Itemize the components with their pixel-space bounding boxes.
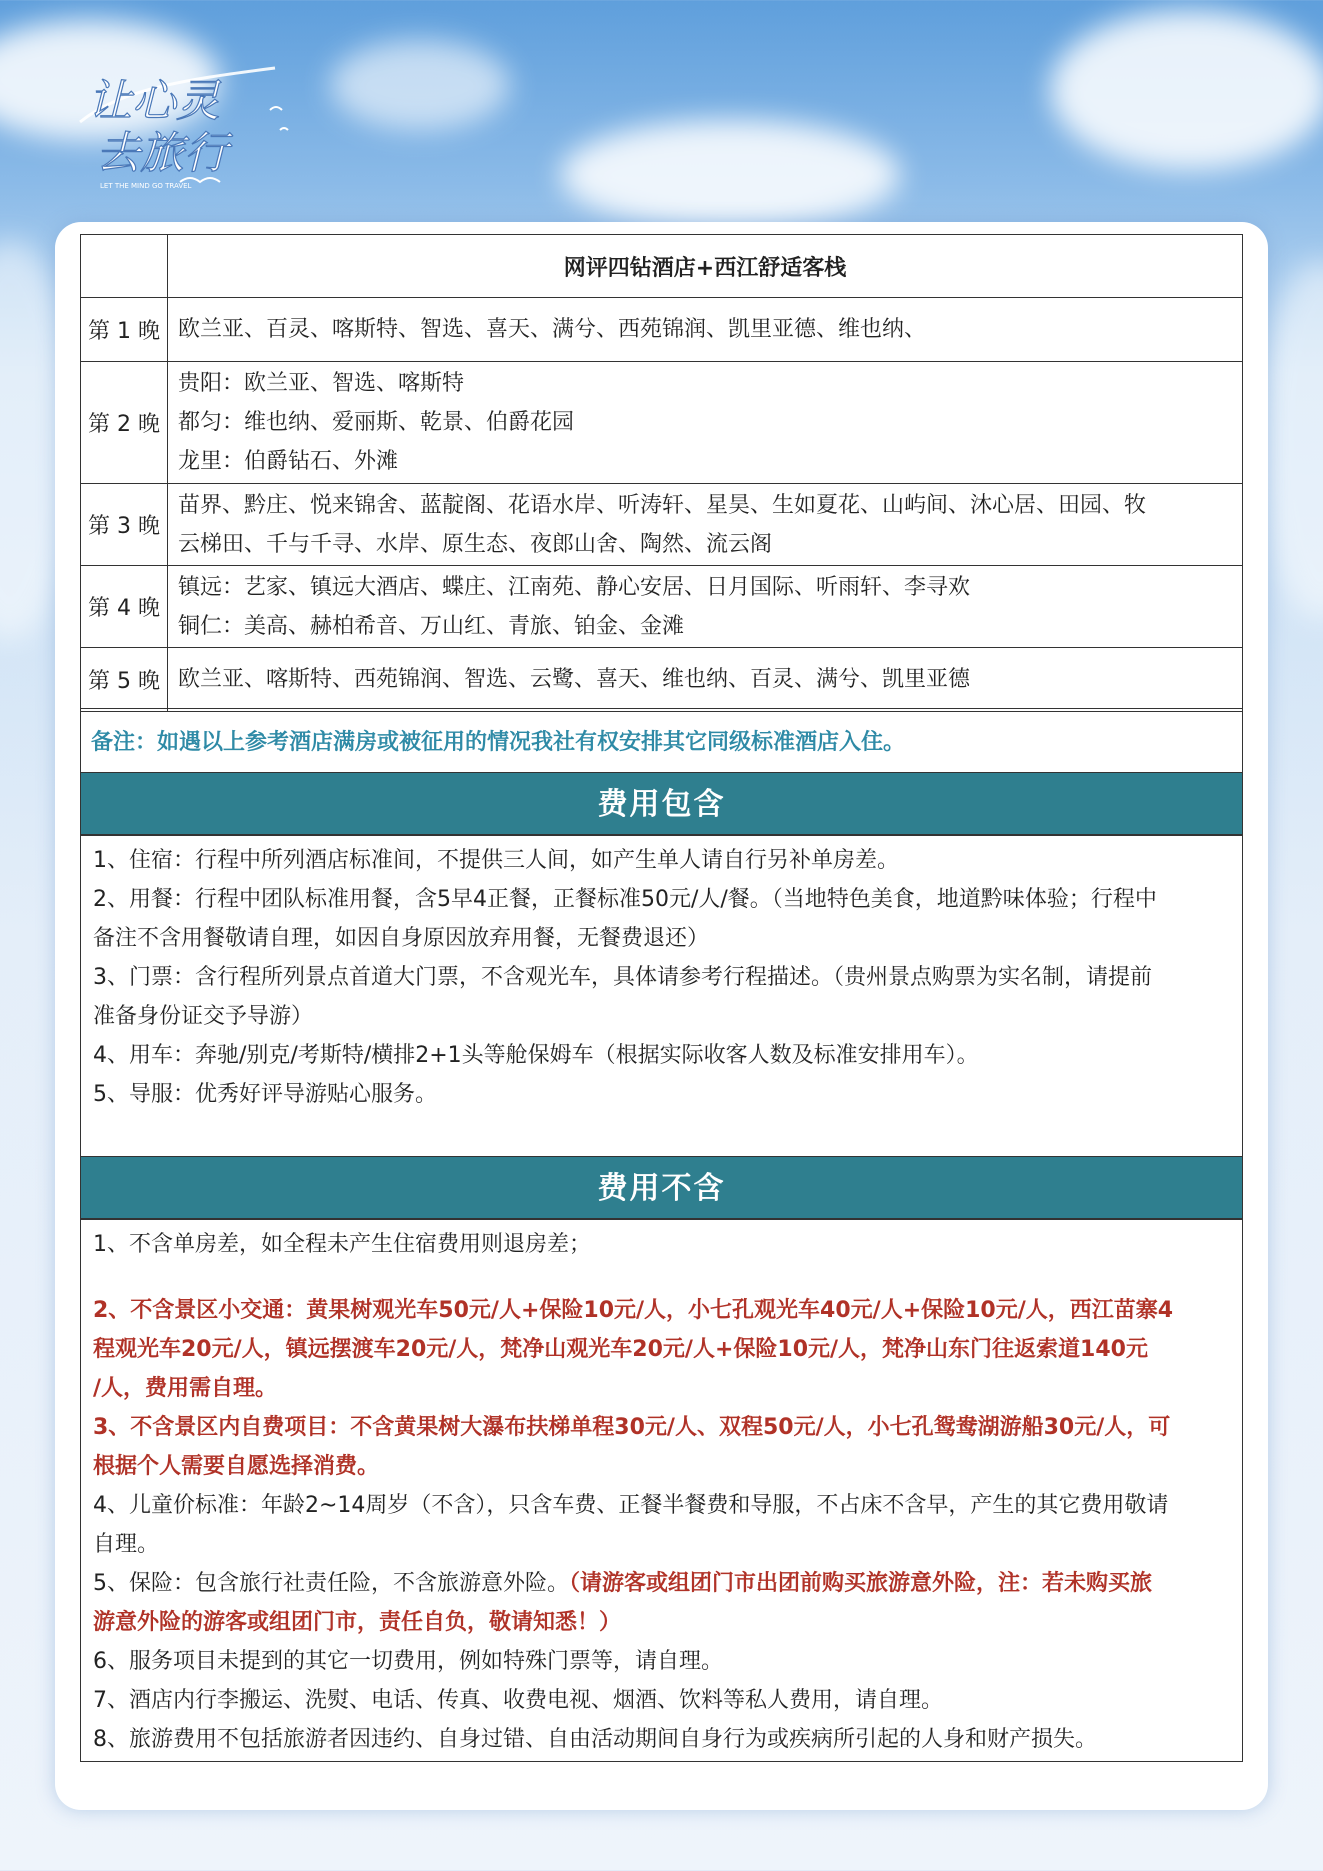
hotel-table: [80, 234, 1243, 712]
list-item: 2、不含景区小交通：黄果树观光车50元/人+保险10元/人，小七孔观光车40元/人+保险10元/人，西江苗寨4: [93, 1298, 1174, 1323]
hotel-list: [168, 298, 1243, 362]
excluded-list: [80, 1218, 1243, 1762]
list-item: 8、旅游费用不包括旅游者因违约、自身过错、自由活动期间自身行为或疾病所引起的人身和财产损失。: [93, 1727, 1098, 1752]
insurance-warning: （请游客或组团门市出团前购买旅游意外险，注：若未购买旅: [569, 1571, 1153, 1596]
hotel-line: 欧兰亚、喀斯特、西苑锦润、智选、云鹭、喜天、维也纳、百灵、满兮、凯里亚德: [178, 667, 971, 692]
cloud: [560, 120, 900, 230]
insurance-warning: 游意外险的游客或组团门市，责任自负，敬请知悉！）: [93, 1610, 622, 1635]
hotel-list: [168, 566, 1243, 648]
hotel-line: 镇远：艺家、镇远大酒店、蝶庄、江南苑、静心安居、日月国际、听雨轩、李寻欢: [178, 574, 971, 600]
list-item: 4、儿童价标准：年龄2~14周岁（不含），只含车费、正餐半餐费和导服，不占床不含早，产生的其它费用敬请: [93, 1493, 1169, 1518]
hotel-note: 备注：如遇以上参考酒店满房或被征用的情况我社有权安排其它同级标准酒店入住。: [80, 708, 1243, 774]
list-item: 4、用车：奔驰/别克/考斯特/横排2+1头等舱保姆车（根据实际收客人数及标准安排用车）。: [93, 1043, 979, 1068]
list-item: 备注不含用餐敬请自理，如因自身原因放弃用餐，无餐费退还）: [93, 926, 710, 951]
cloud: [1050, 10, 1323, 170]
list-item: [93, 1564, 1232, 1603]
night-label: 第 2 晚: [81, 362, 168, 484]
logo-subtitle: LET THE MIND GO TRAVEL: [100, 182, 192, 190]
list-item: 程观光车20元/人，镇远摆渡车20元/人，梵净山观光车20元/人+保险10元/人，梵净山东门往返索道140元: [93, 1337, 1148, 1362]
excluded-heading: 费用不含: [80, 1156, 1243, 1220]
list-item: 5、导服：优秀好评导游贴心服务。: [93, 1082, 437, 1107]
list-item: /人，费用需自理。: [93, 1376, 278, 1401]
table-header: 网评四钻酒店+西江舒适客栈: [168, 235, 1243, 298]
list-item: 根据个人需要自愿选择消费。: [93, 1454, 380, 1479]
night-label: 第 5 晚: [81, 648, 168, 712]
table-row: [81, 362, 1243, 484]
list-item: 2、用餐：行程中团队标准用餐，含5早4正餐，正餐标准50元/人/餐。（当地特色美食，地道黔味体验；行程中: [93, 887, 1157, 912]
hotel-line: 铜仁：美高、赫柏希音、万山红、青旅、铂金、金滩: [178, 613, 685, 639]
night-label: 第 1 晚: [81, 298, 168, 362]
hotel-list: [168, 648, 1243, 712]
hotel-list: [168, 362, 1243, 484]
table-corner-cell: [81, 235, 168, 298]
logo-line1: 让心灵: [88, 76, 220, 127]
night-label: 第 4 晚: [81, 566, 168, 648]
list-item-text: 5、保险：包含旅行社责任险，不含旅游意外险。: [93, 1571, 569, 1596]
list-item: 7、酒店内行李搬运、洗熨、电话、传真、收费电视、烟酒、饮料等私人费用，请自理。: [93, 1688, 943, 1713]
hotel-line: 龙里：伯爵钻石、外滩: [178, 449, 399, 474]
list-item: 自理。: [93, 1532, 160, 1557]
table-row: [81, 566, 1243, 648]
hotel-line: 都匀：维也纳、爱丽斯、乾景、伯爵花园: [178, 410, 575, 435]
hotel-line: 欧兰亚、百灵、喀斯特、智选、喜天、满兮、西苑锦润、凯里亚德、维也纳、: [178, 317, 927, 342]
included-list: [80, 834, 1243, 1158]
logo: [60, 40, 300, 200]
cloud: [1260, 260, 1323, 620]
list-item: 6、服务项目未提到的其它一切费用，例如特殊门票等，请自理。: [93, 1649, 723, 1674]
list-item: 准备身份证交予导游）: [93, 1004, 314, 1029]
hotel-line: 贵阳：欧兰亚、智选、喀斯特: [178, 371, 465, 396]
list-item: 3、门票：含行程所列景点首道大门票，不含观光车，具体请参考行程描述。（贵州景点购票为实名制，请提前: [93, 965, 1153, 990]
table-row: [81, 235, 1243, 298]
list-item: 3、不含景区内自费项目：不含黄果树大瀑布扶梯单程30元/人、双程50元/人，小七孔鸳鸯湖游船30元/人，可: [93, 1415, 1171, 1440]
hotel-line: 苗界、黔庄、悦来锦舍、蓝靛阁、花语水岸、听涛轩、星昊、生如夏花、山屿间、沐心居、田园、牧: [178, 492, 1147, 518]
cloud: [330, 40, 510, 130]
table-row: [81, 298, 1243, 362]
list-item: 1、住宿：行程中所列酒店标准间，不提供三人间，如产生单人请自行另补单房差。: [93, 848, 899, 873]
hotel-line: 云梯田、千与千寻、水岸、原生态、夜郎山舍、陶然、流云阁: [178, 531, 773, 557]
night-label: 第 3 晚: [81, 484, 168, 566]
logo-line2: 去旅行: [96, 128, 228, 179]
included-heading: 费用包含: [80, 772, 1243, 836]
list-item: 1、不含单房差，如全程未产生住宿费用则退房差；: [93, 1232, 591, 1257]
hotel-list: [168, 484, 1243, 566]
table-row: [81, 648, 1243, 712]
table-row: [81, 484, 1243, 566]
